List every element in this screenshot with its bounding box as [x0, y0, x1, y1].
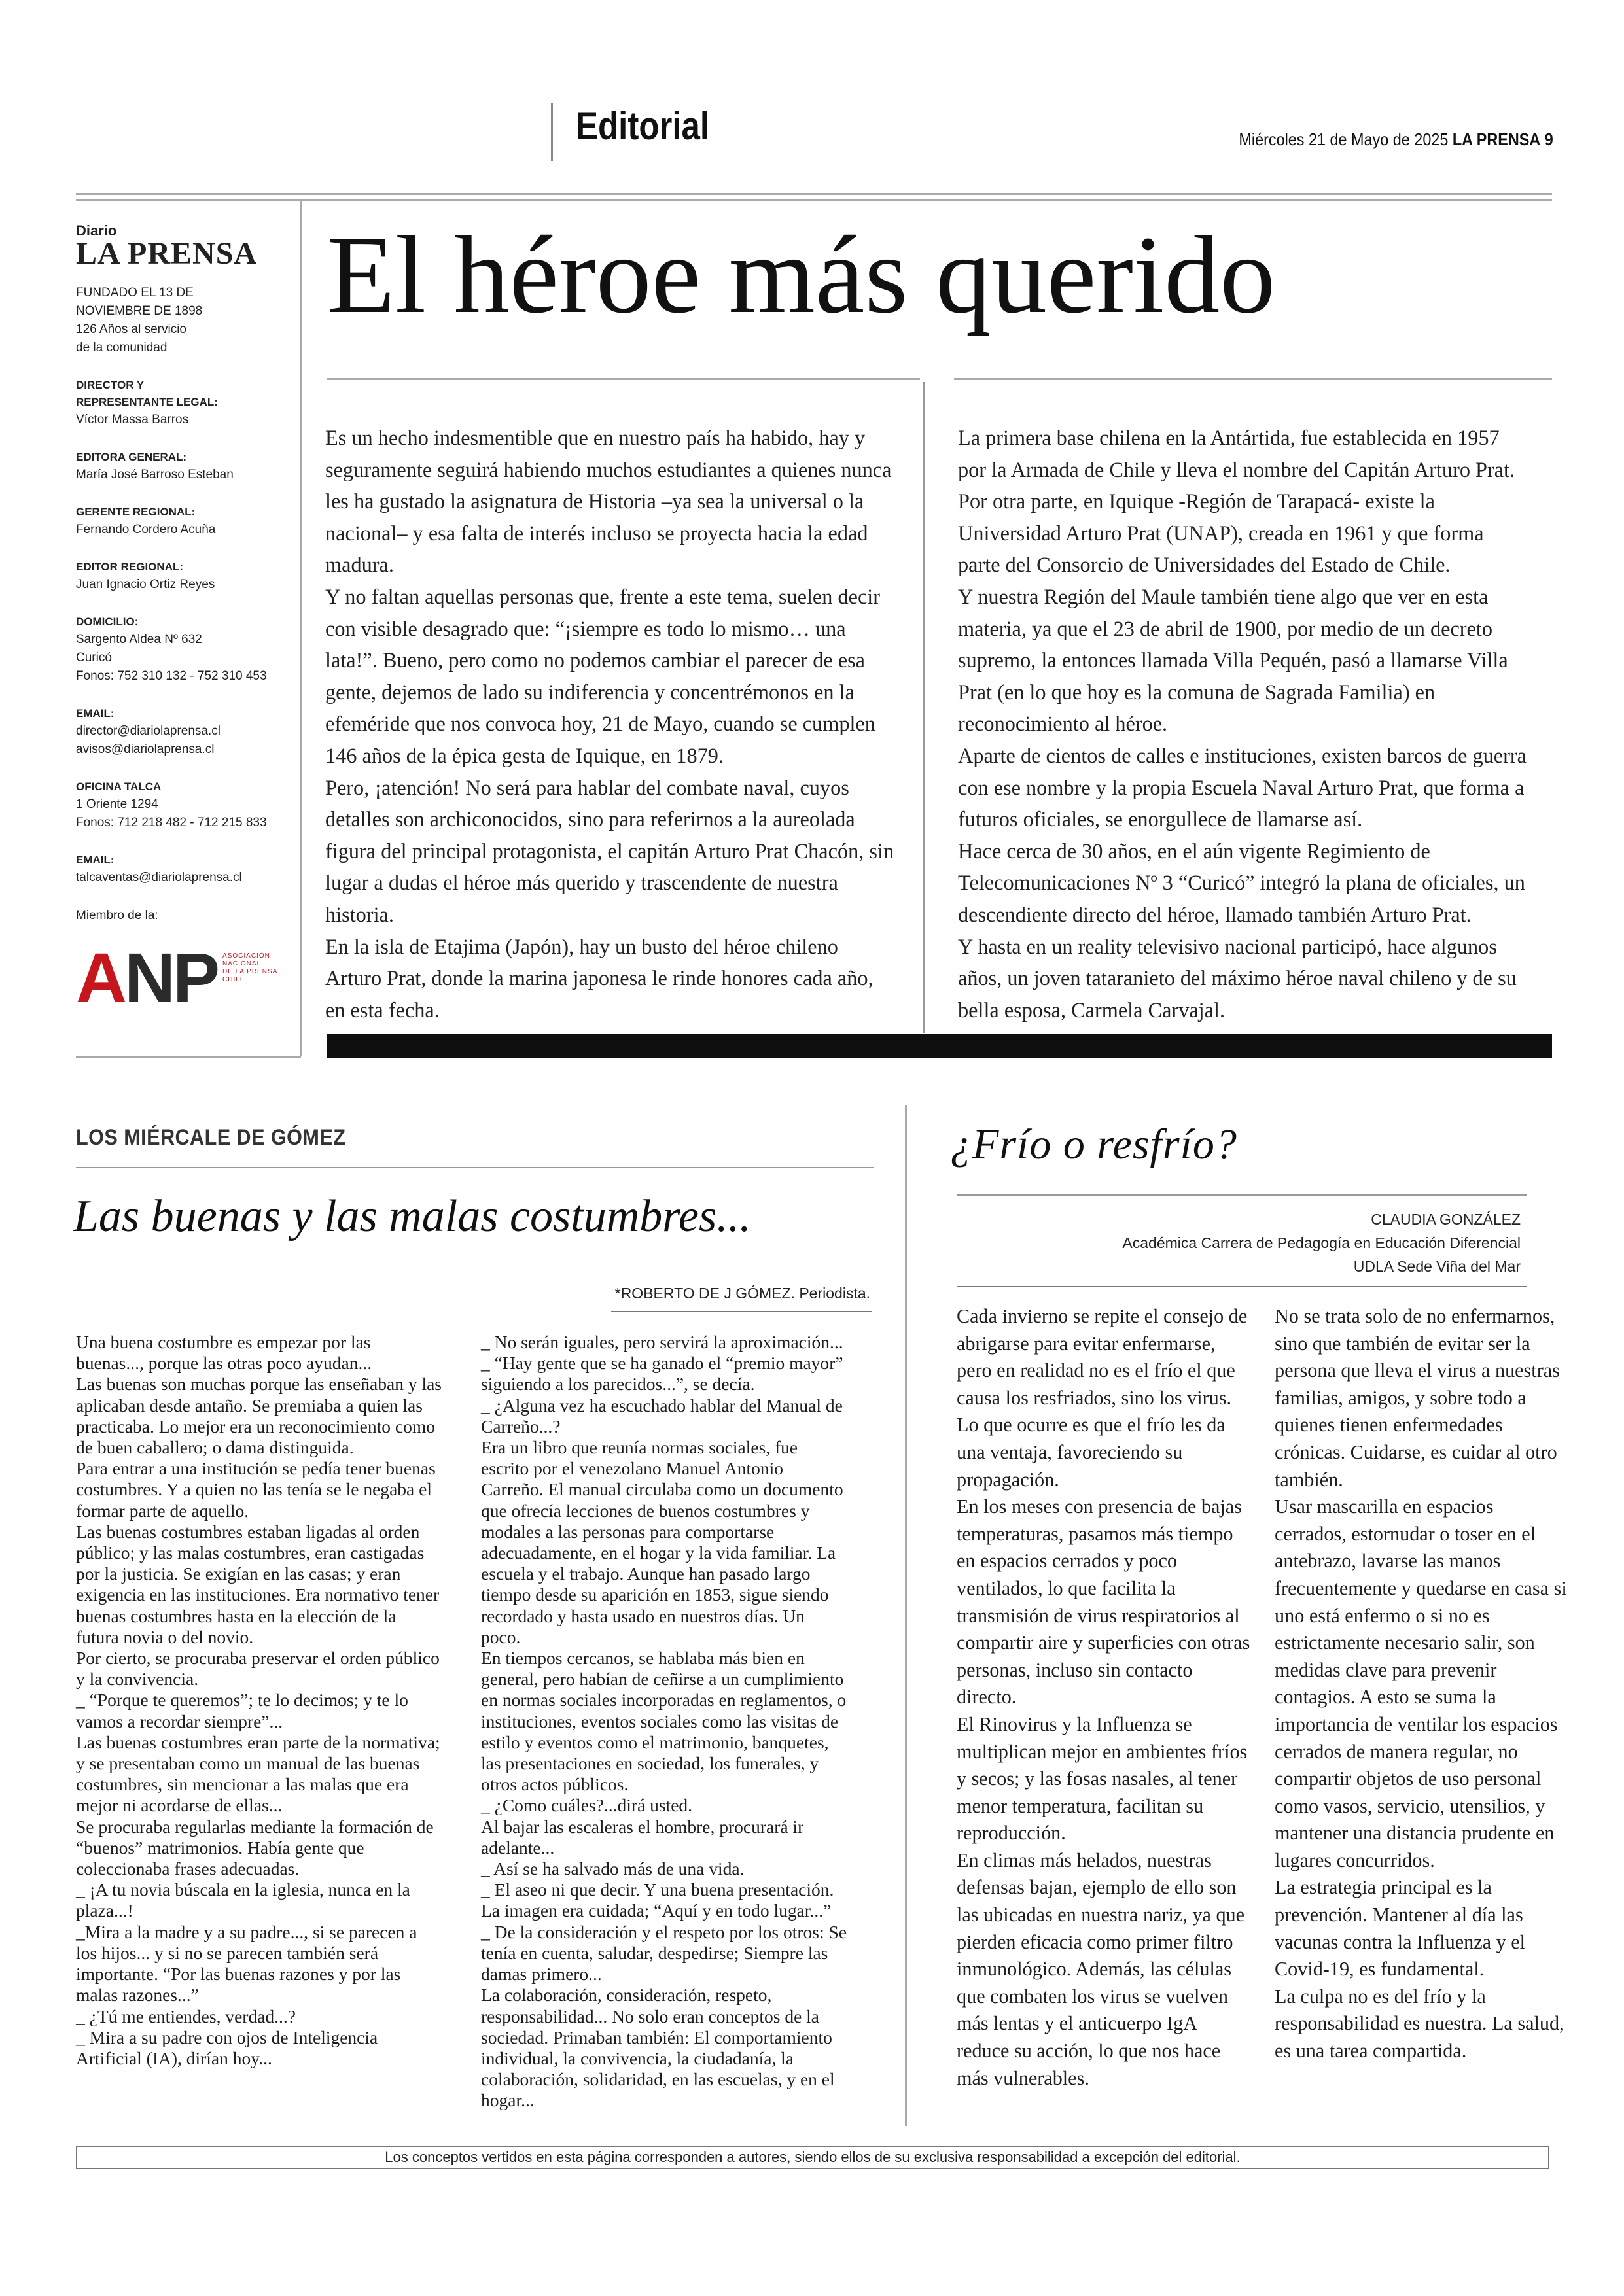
paragraph: _ Mira a su padre con ojos de Inteligencia Artificial (IA), dirían hoy... — [76, 2026, 378, 2068]
anp-text-line: CHILE — [222, 976, 245, 983]
paragraph: Y nuestra Región del Maule también tiene algo que ver en esta materia, ya que el 23 de abril de 1900, por medio de un decreto supremo, la entonces llamada Villa Pequén, pasó a llamarse Villa Prat (en lo que hoy es la comuna de Sagrada Familia) en reconocimiento al héroe. — [958, 584, 1508, 736]
paragraph: Al bajar las escaleras el hombre, procurará ir adelante... — [481, 1816, 804, 1858]
paragraph: _ De la consideración y el respeto por los otros: Se tenía en cuenta, saludar, despedirse; Siempre las damas primero... — [481, 1921, 847, 1985]
paragraph: _ El aseo ni que decir. Y una buena presentación. — [481, 1879, 834, 1900]
gomez-kicker: LOS MIÉRCALE DE GÓMEZ — [76, 1125, 346, 1150]
staff-value: Fernando Cordero Acuña — [76, 523, 216, 536]
staff-entry — [76, 705, 292, 759]
paragraph: La imagen era cuidada; “Aquí y en todo lugar...” — [481, 1900, 832, 1921]
masthead-divider — [300, 199, 302, 1056]
gomez-column-1 — [76, 1332, 442, 2069]
staff-label: DOMICILIO: — [76, 616, 139, 628]
frio-column-1 — [957, 1303, 1251, 2092]
staff-value: talcaventas@diariolaprensa.cl — [76, 871, 242, 884]
staff-value: Curicó — [76, 651, 112, 665]
intro-line: 126 Años al servicio — [76, 322, 186, 336]
editorial-black-bar — [327, 1034, 1552, 1058]
intro-line: FUNDADO EL 13 DE — [76, 286, 194, 300]
staff-label: EMAIL: — [76, 854, 115, 866]
staff-entry — [76, 614, 292, 686]
footer-disclaimer: Los conceptos vertidos en esta página corresponden a autores, siendo ellos de su exclusiva responsabilidad a excepción del editorial. — [76, 2146, 1549, 2169]
staff-label: DIRECTOR Y — [76, 379, 145, 391]
paragraph: La estrategia principal es la prevención. Mantener al día las vacunas contra la Influenza y el Covid-19, es fundamental. — [1275, 1876, 1526, 1981]
paragraph: Cada invierno se repite el consejo de abrigarse para evitar enfermarse, pero en realidad no es el frío el que causa los resfriados, sino los virus. Lo que ocurre es que el frío les da una ventaja, favoreciendo su propagación. — [957, 1305, 1248, 1491]
header-rule-top — [76, 193, 1552, 195]
staff-entry — [76, 377, 292, 429]
paragraph: No se trata solo de no enfermarnos, sino que también de evitar ser la persona que lleva el virus a nuestras familias, amigos, y sobre todo a quienes tienen enfermedades crónicas. Cuidarse, es cuidar al otro también. — [1275, 1305, 1560, 1491]
paragraph: Por cierto, se procuraba preservar el orden público y la convivencia. — [76, 1648, 440, 1690]
editorial-title: El héroe más querido — [327, 213, 1276, 336]
staff-value: Fonos: 712 218 482 - 712 215 833 — [76, 816, 267, 829]
masthead-bottom-rule — [76, 1056, 301, 1058]
editorial-column-1 — [325, 422, 894, 1026]
staff-entry — [76, 852, 292, 887]
paragraph: En climas más helados, nuestras defensas bajan, ejemplo de ello son las ubicadas en nuestra nariz, ya que pierden eficacia como primer filtro inmunológico. Además, las células que combaten los virus se vuelven más lentas y el anticuerpo IgA reduce su acción, lo que nos hace más vulnerables. — [957, 1849, 1245, 2089]
gomez-byline-rule — [611, 1311, 872, 1312]
gomez-title: Las buenas y las malas costumbres... — [73, 1191, 751, 1242]
paper-name: LA PRENSA — [1453, 130, 1541, 149]
paragraph: El Rinovirus y la Influenza se multiplican mejor en ambientes fríos y secos; y las fosas nasales, al tener menor temperatura, facilitan su reproducción. — [957, 1713, 1248, 1845]
page-number: 9 — [1544, 130, 1553, 149]
paragraph: _ No serán iguales, pero servirá la aproximación... — [481, 1332, 843, 1352]
lower-column-divider — [905, 1105, 907, 2126]
anp-logo-letters — [76, 938, 218, 1017]
staff-value: María José Barroso Esteban — [76, 468, 234, 481]
frio-author-name: CLAUDIA GONZÁLEZ — [1371, 1211, 1521, 1228]
masthead — [76, 222, 292, 1017]
paragraph: Era un libro que reunía normas sociales, fue escrito por el venezolano Manuel Antonio Carreño. El manual circulaba como un documento que ofrecía lecciones de buenos costumbres y modales a las personas para comportarse adecuadamente, en el hogar y la vida familiar. La escuela y el trabajo. Aunque han pasado largo tiempo desde su aparición en 1853, sigue siendo recordado y hasta usado en nuestros días. Un poco. — [481, 1437, 843, 1647]
anp-logo — [76, 938, 292, 1017]
anp-letters-np: NP — [124, 938, 218, 1017]
masthead-logo: LA PRENSA — [76, 236, 258, 271]
paragraph: En los meses con presencia de bajas temperaturas, pasamos más tiempo en espacios cerrados y poco ventilados, lo que facilita la transmisión de virus respiratorios al compartir aire y superficies con otras personas, incluso sin contacto directo. — [957, 1495, 1250, 1709]
paragraph: Es un hecho indesmentible que en nuestro país ha habido, hay y seguramente seguirá habiendo muchos estudiantes a quienes nunca les ha gustado la asignatura de Historia –ya sea la universal o la nacional– y esa falta de interés incluso se proyecta hacia la edad madura. — [325, 426, 892, 577]
paragraph: Las buenas costumbres estaban ligadas al orden público; y las malas costumbres, eran castigadas por la justicia. Se exigían en las casas; y eran exigencia en las instituciones. Era normativo tener buenas costumbres hasta en la elección de la futura novia o del novio. — [76, 1521, 440, 1647]
staff-entry — [76, 504, 292, 539]
staff-entry — [76, 778, 292, 832]
frio-title: ¿Frío o resfrío? — [950, 1121, 1237, 1168]
editorial-rule-left — [327, 378, 920, 380]
staff-value: avisos@diariolaprensa.cl — [76, 742, 215, 756]
frio-rule-top — [957, 1194, 1527, 1196]
paragraph: _ ¿Tú me entiendes, verdad...? — [76, 2006, 296, 2026]
staff-value: 1 Oriente 1294 — [76, 797, 158, 811]
anp-text-line: NACIONAL — [222, 960, 262, 967]
header-divider — [551, 103, 553, 161]
gomez-column-2 — [481, 1332, 847, 2112]
paragraph: _ ¡A tu novia búscala en la iglesia, nunca en la plaza...! — [76, 1879, 410, 1921]
paragraph: Y no faltan aquellas personas que, frente a este tema, suelen decir con visible desagrado que: “¡siempre es todo lo mismo… una lata!”. Bueno, pero como no podemos cambiar el parecer de esa gente, dejemos de lado su indiferencia y concentrémonos en la efeméride que nos convoca hoy, 21 de Mayo, cuando se cumplen 146 años de la épica gesta de Iquique, en 1879. — [325, 584, 881, 767]
anp-logo-text — [222, 952, 277, 984]
paragraph: _ ¿Alguna vez ha escuchado hablar del Manual de Carreño...? — [481, 1395, 843, 1436]
paragraph: _ “Hay gente que se ha ganado el “premio mayor” siguiendo a los parecidos...”, se decía. — [481, 1353, 843, 1395]
staff-value: Juan Ignacio Ortiz Reyes — [76, 578, 215, 591]
paragraph: _ “Porque te queremos”; te lo decimos; y te lo vamos a recordar siempre”... — [76, 1690, 408, 1731]
header-rule-bottom — [76, 199, 1552, 201]
paragraph: La primera base chilena en la Antártida, fue establecida en 1957 por la Armada de Chile y lleva el nombre del Capitán Arturo Prat. — [958, 426, 1515, 481]
staff-value: Fonos: 752 310 132 - 752 310 453 — [76, 669, 267, 683]
masthead-intro — [76, 284, 292, 357]
editorial-rule-right — [954, 378, 1552, 380]
staff-entry — [76, 559, 292, 594]
staff-label: OFICINA TALCA — [76, 780, 162, 793]
staff-list — [76, 377, 292, 887]
paragraph: Por otra parte, en Iquique -Región de Tarapacá- existe la Universidad Arturo Prat (UNAP), creada en 1961 y que forma parte del Consorcio de Universidades del Estado de Chile. — [958, 489, 1484, 577]
paragraph: Las buenas costumbres eran parte de la normativa; y se presentaban como un manual de las buenas costumbres, sin mencionar a las malas que era mejor ni acordarse de ellas... — [76, 1731, 440, 1816]
paragraph: Pero, ¡atención! No será para hablar del combate naval, cuyos detalles son archiconocidos, sino para referirnos a la aureolada figura del principal protagonista, el capitán Arturo Prat Chacón, sin lugar a dudas el héroe más querido y trascendente de nuestra historia. — [325, 775, 894, 926]
gomez-byline: *ROBERTO DE J GÓMEZ. Periodista. — [614, 1285, 870, 1302]
intro-line: de la comunidad — [76, 341, 168, 355]
date-text: Miércoles 21 de Mayo de 2025 — [1239, 130, 1449, 149]
paragraph: Se procuraba regularlas mediante la formación de “buenos” matrimonios. Había gente que coleccionaba frases adecuadas. — [76, 1816, 434, 1879]
paragraph: En la isla de Etajima (Japón), hay un busto del héroe chileno Arturo Prat, donde la marina japonesa le rinde honores cada año, en esta fecha. — [325, 934, 874, 1022]
paragraph: La culpa no es del frío y la responsabilidad es nuestra. La salud, es una tarea compartida. — [1275, 1985, 1564, 2062]
paragraph: La colaboración, consideración, respeto, responsabilidad... No solo eran conceptos de la sociedad. Primaban también: El comportamiento individual, la convivencia, la ciudadanía, la colaboración, solidaridad, en las escuelas, y en el hogar... — [481, 1985, 835, 2111]
frio-author — [1063, 1208, 1521, 1278]
staff-value: director@diariolaprensa.cl — [76, 724, 221, 738]
anp-text-line: DE LA PRENSA — [222, 968, 278, 975]
anp-text-line: ASOCIACIÓN — [222, 952, 270, 960]
staff-label: REPRESENTANTE LEGAL: — [76, 396, 218, 408]
member-label: Miembro de la: — [76, 909, 158, 922]
paragraph: _ Así se ha salvado más de una vida. — [481, 1858, 745, 1879]
paragraph: Aparte de cientos de calles e instituciones, existen barcos de guerra con ese nombre y la propia Escuela Naval Arturo Prat, que forma a futuros oficiales, se enorgullece de llamarse así. — [958, 743, 1527, 831]
frio-author-inst: UDLA Sede Viña del Mar — [1353, 1258, 1521, 1275]
staff-label: EMAIL: — [76, 707, 115, 720]
intro-line: NOVIEMBRE DE 1898 — [76, 304, 203, 318]
paragraph: Para entrar a una institución se pedía tener buenas costumbres. Y a quien no las tenía se le negaba el formar parte de aquello. — [76, 1458, 436, 1521]
frio-column-2 — [1275, 1303, 1569, 2065]
paragraph: Las buenas son muchas porque las enseñaban y las aplicaban desde antaño. Se premiaba a quien las practicaba. Lo mejor era un reconocimiento como de buen caballero; o dama distinguida. — [76, 1374, 442, 1458]
staff-value: Víctor Massa Barros — [76, 413, 189, 426]
frio-author-rule — [957, 1286, 1527, 1287]
frio-author-role: Académica Carrera de Pedagogía en Educación Diferencial — [1122, 1234, 1521, 1251]
anp-letter-a: A — [76, 938, 124, 1017]
masthead-diario: Diario — [76, 222, 117, 239]
gomez-kicker-rule — [76, 1167, 874, 1168]
staff-label: EDITOR REGIONAL: — [76, 561, 184, 573]
paragraph: Hace cerca de 30 años, en el aún vigente Regimiento de Telecomunicaciones Nº 3 “Curicó” integró la plana de oficiales, un descendiente directo del héroe, llamado también Arturo Prat. — [958, 839, 1525, 926]
paragraph: Una buena costumbre es empezar por las buenas..., porque las otras poco ayudan... — [76, 1332, 372, 1374]
paragraph: _Mira a la madre y a su padre..., si se parecen a los hijos... y si no se parecen también será importante. “Por las buenas razones y por las malas razones...” — [76, 1921, 417, 2006]
staff-entry — [76, 449, 292, 484]
paragraph: Usar mascarilla en espacios cerrados, estornudar o toser en el antebrazo, lavarse las manos frecuentemente y quedarse en casa si uno está enfermo o si no es estrictamente necesario salir, son medidas clave para prevenir contagios. A esto se suma la importancia de ventilar los espacios cerrados de manera regular, no compartir objetos de uso personal como vasos, servicio, utensilios, y mantener una distancia prudente en lugares concurridos. — [1275, 1495, 1567, 1871]
editorial-column-2 — [958, 422, 1527, 1026]
staff-label: EDITORA GENERAL: — [76, 451, 187, 463]
staff-label: GERENTE REGIONAL: — [76, 506, 196, 518]
paragraph: En tiempos cercanos, se hablaba más bien en general, pero habían de ceñirse a un cumplimiento en normas sociales incorporadas en reglamentos, o instituciones, eventos sociales como las visitas de estilo y eventos como el matrimonio, banquetes, las presentaciones en sociedad, los funerales, y otros actos públicos. — [481, 1648, 847, 1795]
editorial-column-divider — [923, 382, 925, 1033]
staff-value: Sargento Aldea Nº 632 — [76, 633, 202, 646]
section-title: Editorial — [576, 104, 710, 148]
paragraph: _ ¿Como cuáles?...dirá usted. — [481, 1795, 693, 1816]
paragraph: Y hasta en un reality televisivo nacional participó, hace algunos años, un joven tataranieto del máximo héroe naval chileno y de su bella esposa, Carmela Carvajal. — [958, 934, 1517, 1022]
header-date — [1239, 130, 1553, 150]
